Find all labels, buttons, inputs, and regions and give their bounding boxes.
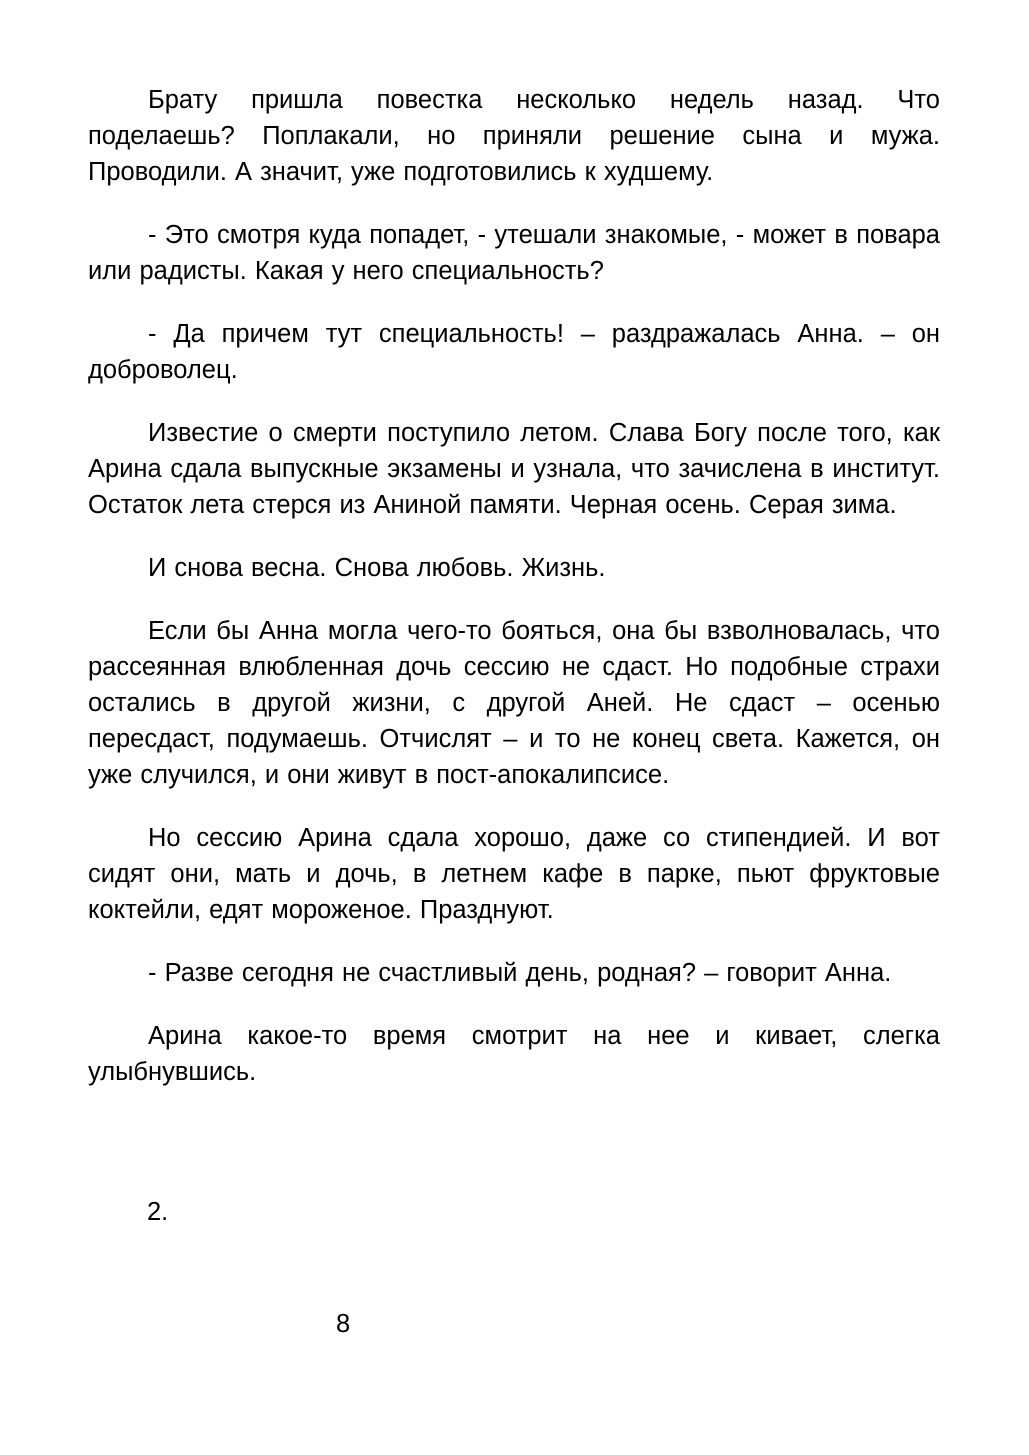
page-number: 8 [336,1310,351,1338]
paragraph: Если бы Анна могла чего-то бояться, она бы взволновалась, что рассеянная влюбленная дочь сессию не сдаст. Но подобные страхи остались в другой жизни, с другой Аней. Не сдаст – осенью пересдаст, подумаешь. Отчислят – и то не конец света. Кажется, он уже случился, и они живут в пост-апокалипсисе. [88,617,940,789]
page-text-block [88,82,940,1117]
paragraph: - Разве сегодня не счастливый день, родная? – говорит Анна. [148,959,892,987]
paragraph: Известие о смерти поступило летом. Слава Богу после того, как Арина сдала выпускные экзамены и узнала, что зачислена в институт. Остаток лета стерся из Аниной памяти. Черная осень. Серая зима. [88,419,940,519]
paragraph: Арина какое-то время смотрит на нее и кивает, слегка улыбнувшись. [88,1022,940,1086]
paragraph: - Это смотря куда попадет, - утешали знакомые, - может в повара или радисты. Какая у него специальность? [88,221,940,285]
paragraph: - Да причем тут специальность! – раздражалась Анна. – он доброволец. [88,320,940,384]
paragraph: И снова весна. Снова любовь. Жизнь. [148,554,606,582]
paragraph: Брату пришла повестка несколько недель назад. Что поделаешь? Поплакали, но приняли решение сына и мужа. Проводили. А значит, уже подготовились к худшему. [88,86,940,186]
paragraph: Но сессию Арина сдала хорошо, даже со стипендией. И вот сидят они, мать и дочь, в летнем кафе в парке, пьют фруктовые коктейли, едят мороженое. Празднуют. [88,824,940,924]
section-number: 2. [147,1198,169,1226]
